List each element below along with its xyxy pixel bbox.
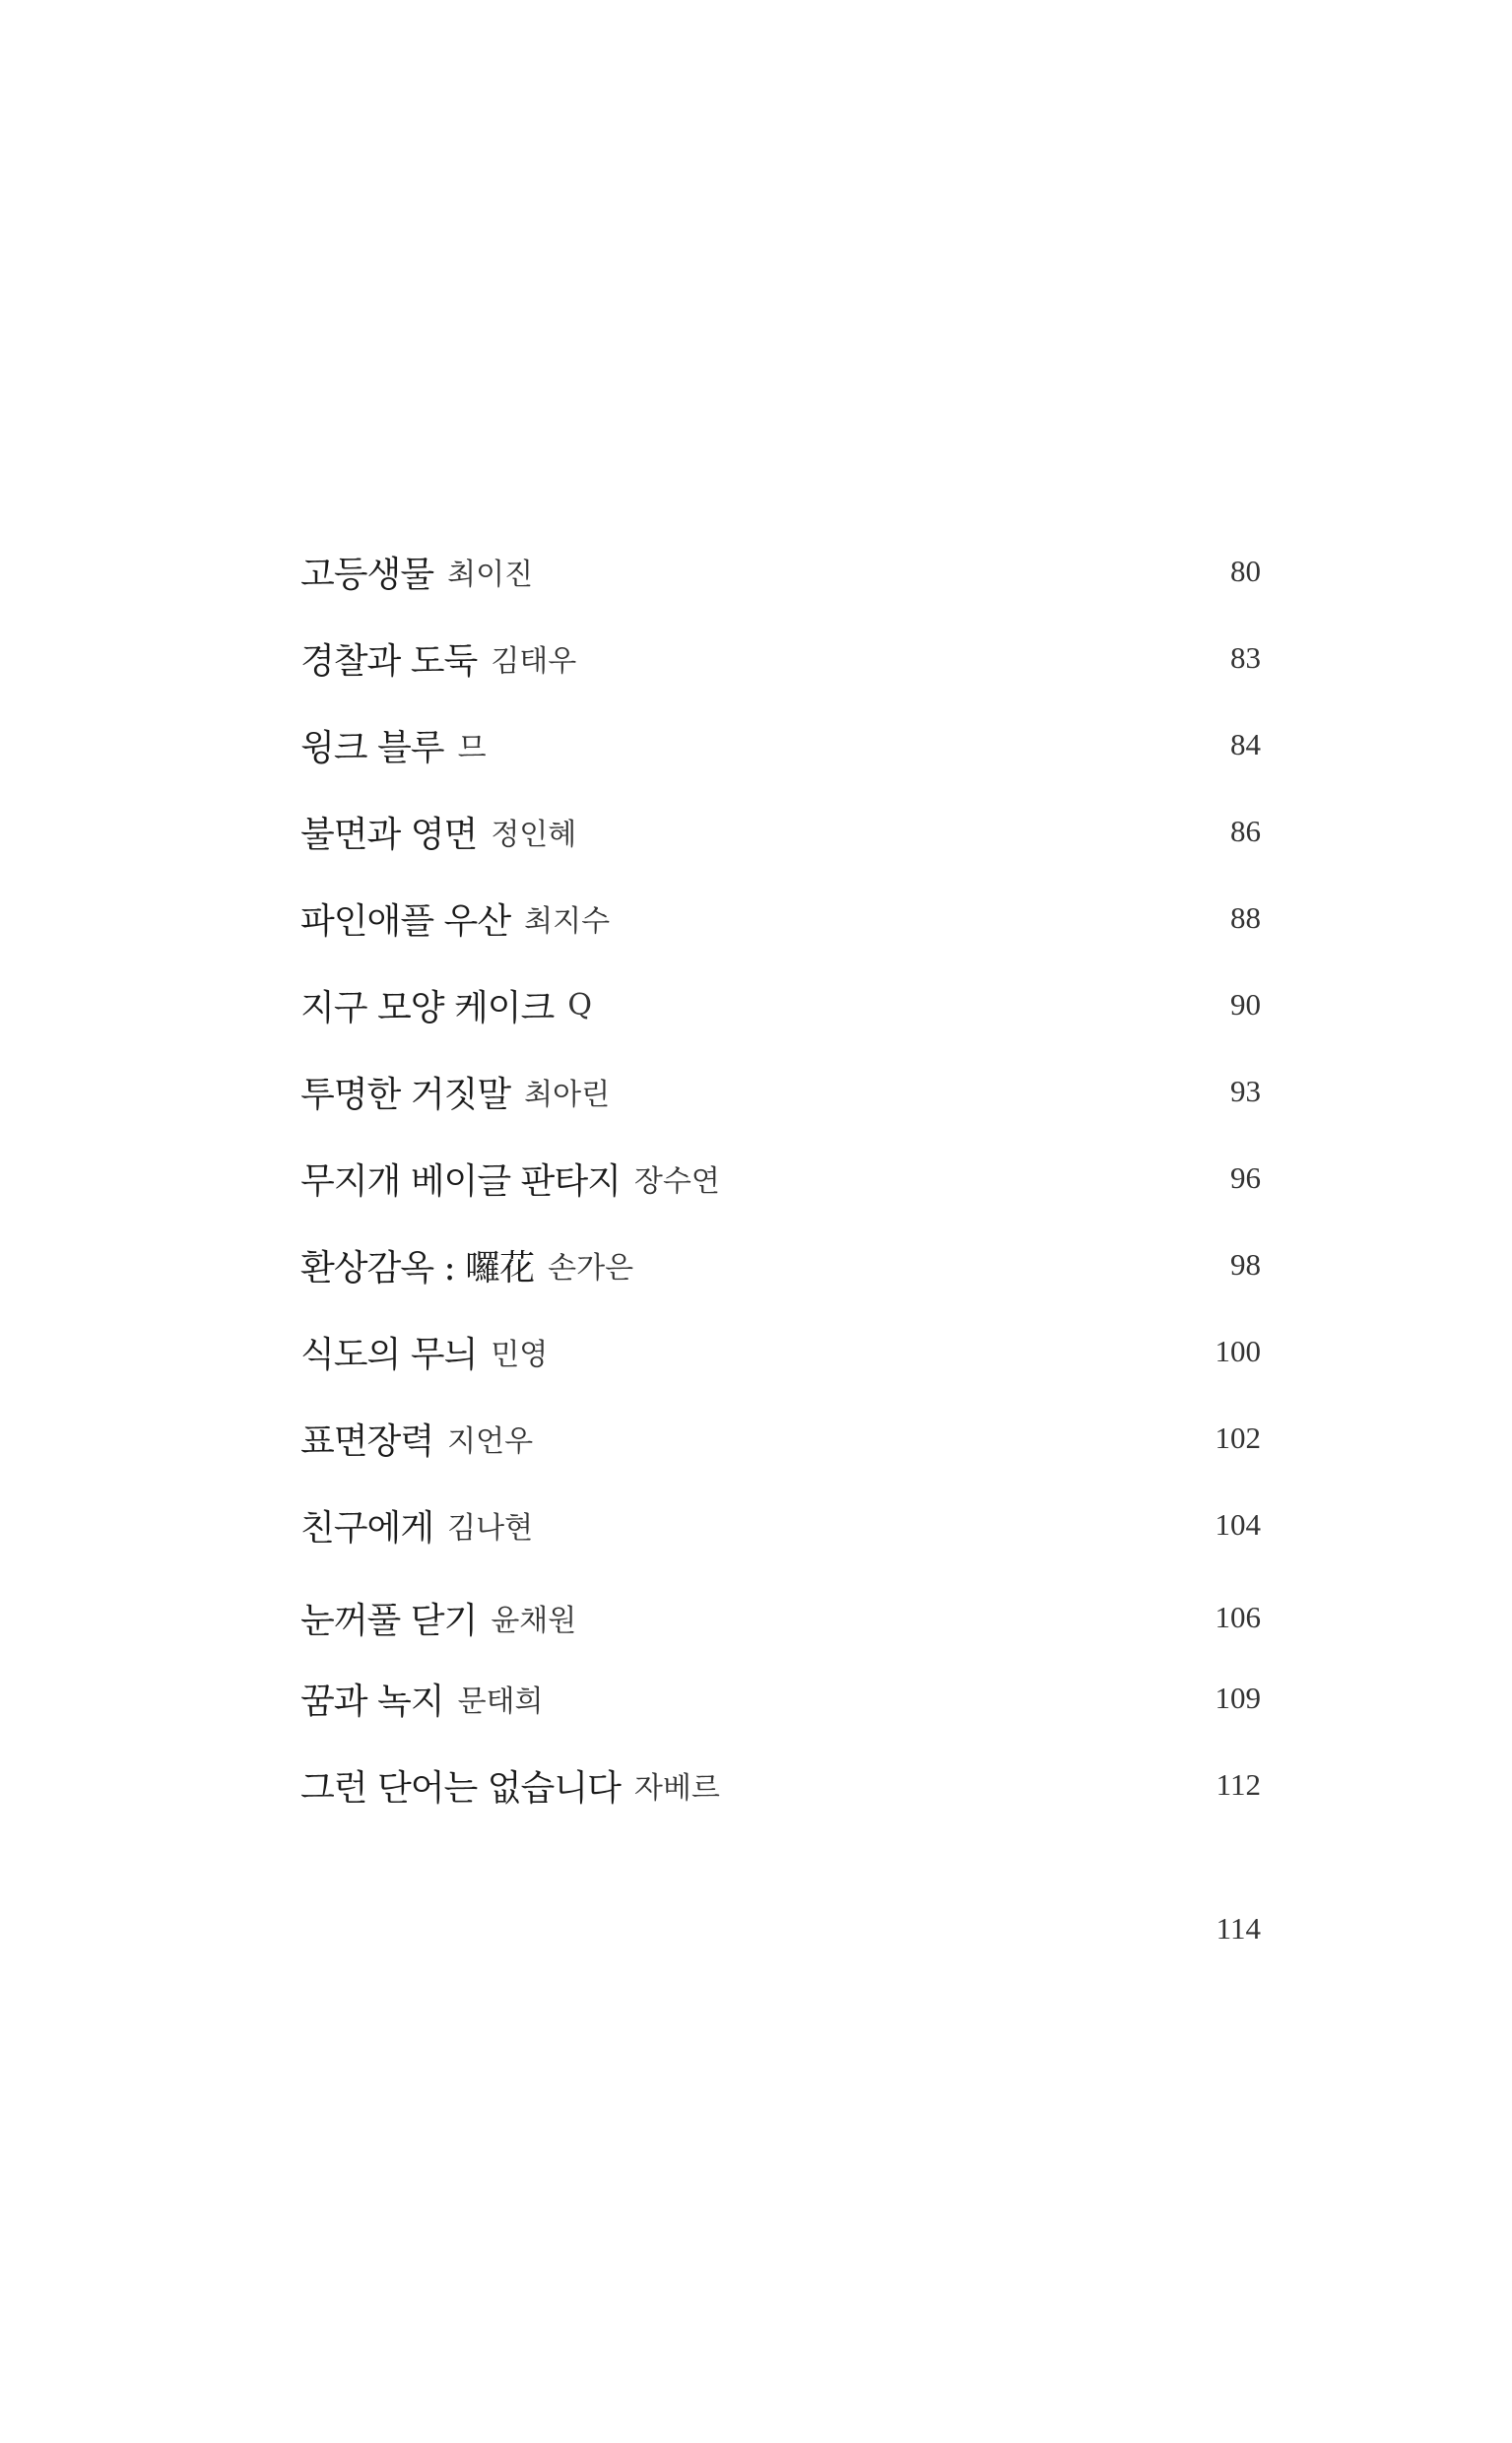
entry-author: 므 (457, 731, 487, 765)
entry-author: 자베르 (633, 1771, 720, 1806)
entry-author: 손가은 (548, 1251, 634, 1286)
entry-page: 102 (1215, 1420, 1261, 1455)
entry-page: 90 (1230, 987, 1261, 1022)
entry-page: 109 (1215, 1681, 1261, 1715)
toc-entry[interactable] (300, 542, 1261, 601)
entry-title: 고등생물 (300, 554, 434, 595)
entry-page: 88 (1230, 900, 1261, 935)
entry-author: 정인혜 (491, 818, 577, 852)
toc-entry[interactable] (300, 889, 1261, 948)
entry-title: 꿈과 녹지 (300, 1681, 444, 1722)
entry-title: 무지개 베이글 판타지 (300, 1160, 621, 1202)
toc-entry[interactable] (300, 1322, 1261, 1381)
entry-author: 김태우 (491, 644, 577, 679)
entry-title: 경찰과 도둑 (300, 640, 478, 682)
toc-entry[interactable] (300, 1235, 1261, 1294)
entry-page: 104 (1215, 1507, 1261, 1542)
toc-entry[interactable] (300, 1149, 1261, 1208)
entry-title: 파인애플 우산 (300, 900, 511, 942)
entry-title: 식도의 무늬 (300, 1334, 478, 1375)
toc-entry[interactable] (300, 1062, 1261, 1121)
toc-entry[interactable] (300, 1669, 1261, 1728)
toc-entry[interactable] (300, 975, 1261, 1034)
entry-author: 문태희 (457, 1684, 544, 1719)
toc-entry[interactable] (300, 1755, 1261, 1815)
toc-entry[interactable] (300, 1495, 1261, 1554)
entry-title: 불면과 영면 (300, 814, 478, 855)
entry-page: 100 (1215, 1334, 1261, 1368)
entry-title: 지구 모양 케이크 (300, 987, 555, 1028)
entry-title: 투명한 거짓말 (300, 1074, 511, 1115)
toc-entry[interactable] (300, 802, 1261, 861)
toc-entry[interactable] (300, 1588, 1261, 1647)
entry-page: 84 (1230, 727, 1261, 761)
toc-entry[interactable] (300, 628, 1261, 688)
entry-page: 106 (1215, 1600, 1261, 1634)
entry-title: 그런 단어는 없습니다 (300, 1767, 621, 1809)
entry-page: 93 (1230, 1074, 1261, 1108)
entry-title: 친구에게 (300, 1507, 434, 1549)
entry-author: Q (567, 987, 592, 1023)
entry-title: 환상감옥 : 囉花 (300, 1247, 535, 1288)
entry-page: 98 (1230, 1247, 1261, 1282)
entry-page: 112 (1216, 1767, 1261, 1802)
toc-entry[interactable] (300, 1409, 1261, 1468)
entry-title: 표면장력 (300, 1420, 434, 1462)
entry-author: 최이진 (447, 558, 534, 592)
entry-title: 윙크 블루 (300, 727, 444, 768)
entry-page: 80 (1230, 554, 1261, 588)
entry-author: 김나현 (447, 1511, 534, 1546)
toc-entry[interactable] (300, 715, 1261, 774)
entry-page: 83 (1230, 640, 1261, 675)
entry-author: 장수연 (633, 1164, 720, 1199)
page-number: 114 (1216, 1911, 1261, 1946)
entry-page: 86 (1230, 814, 1261, 848)
entry-author: 윤채원 (491, 1604, 577, 1638)
entry-page: 96 (1230, 1160, 1261, 1195)
entry-title: 눈꺼풀 닫기 (300, 1600, 478, 1641)
entry-author: 최아린 (524, 1078, 611, 1112)
entry-author: 지언우 (447, 1424, 534, 1459)
entry-author: 민영 (491, 1338, 549, 1372)
entry-author: 최지수 (524, 904, 611, 939)
